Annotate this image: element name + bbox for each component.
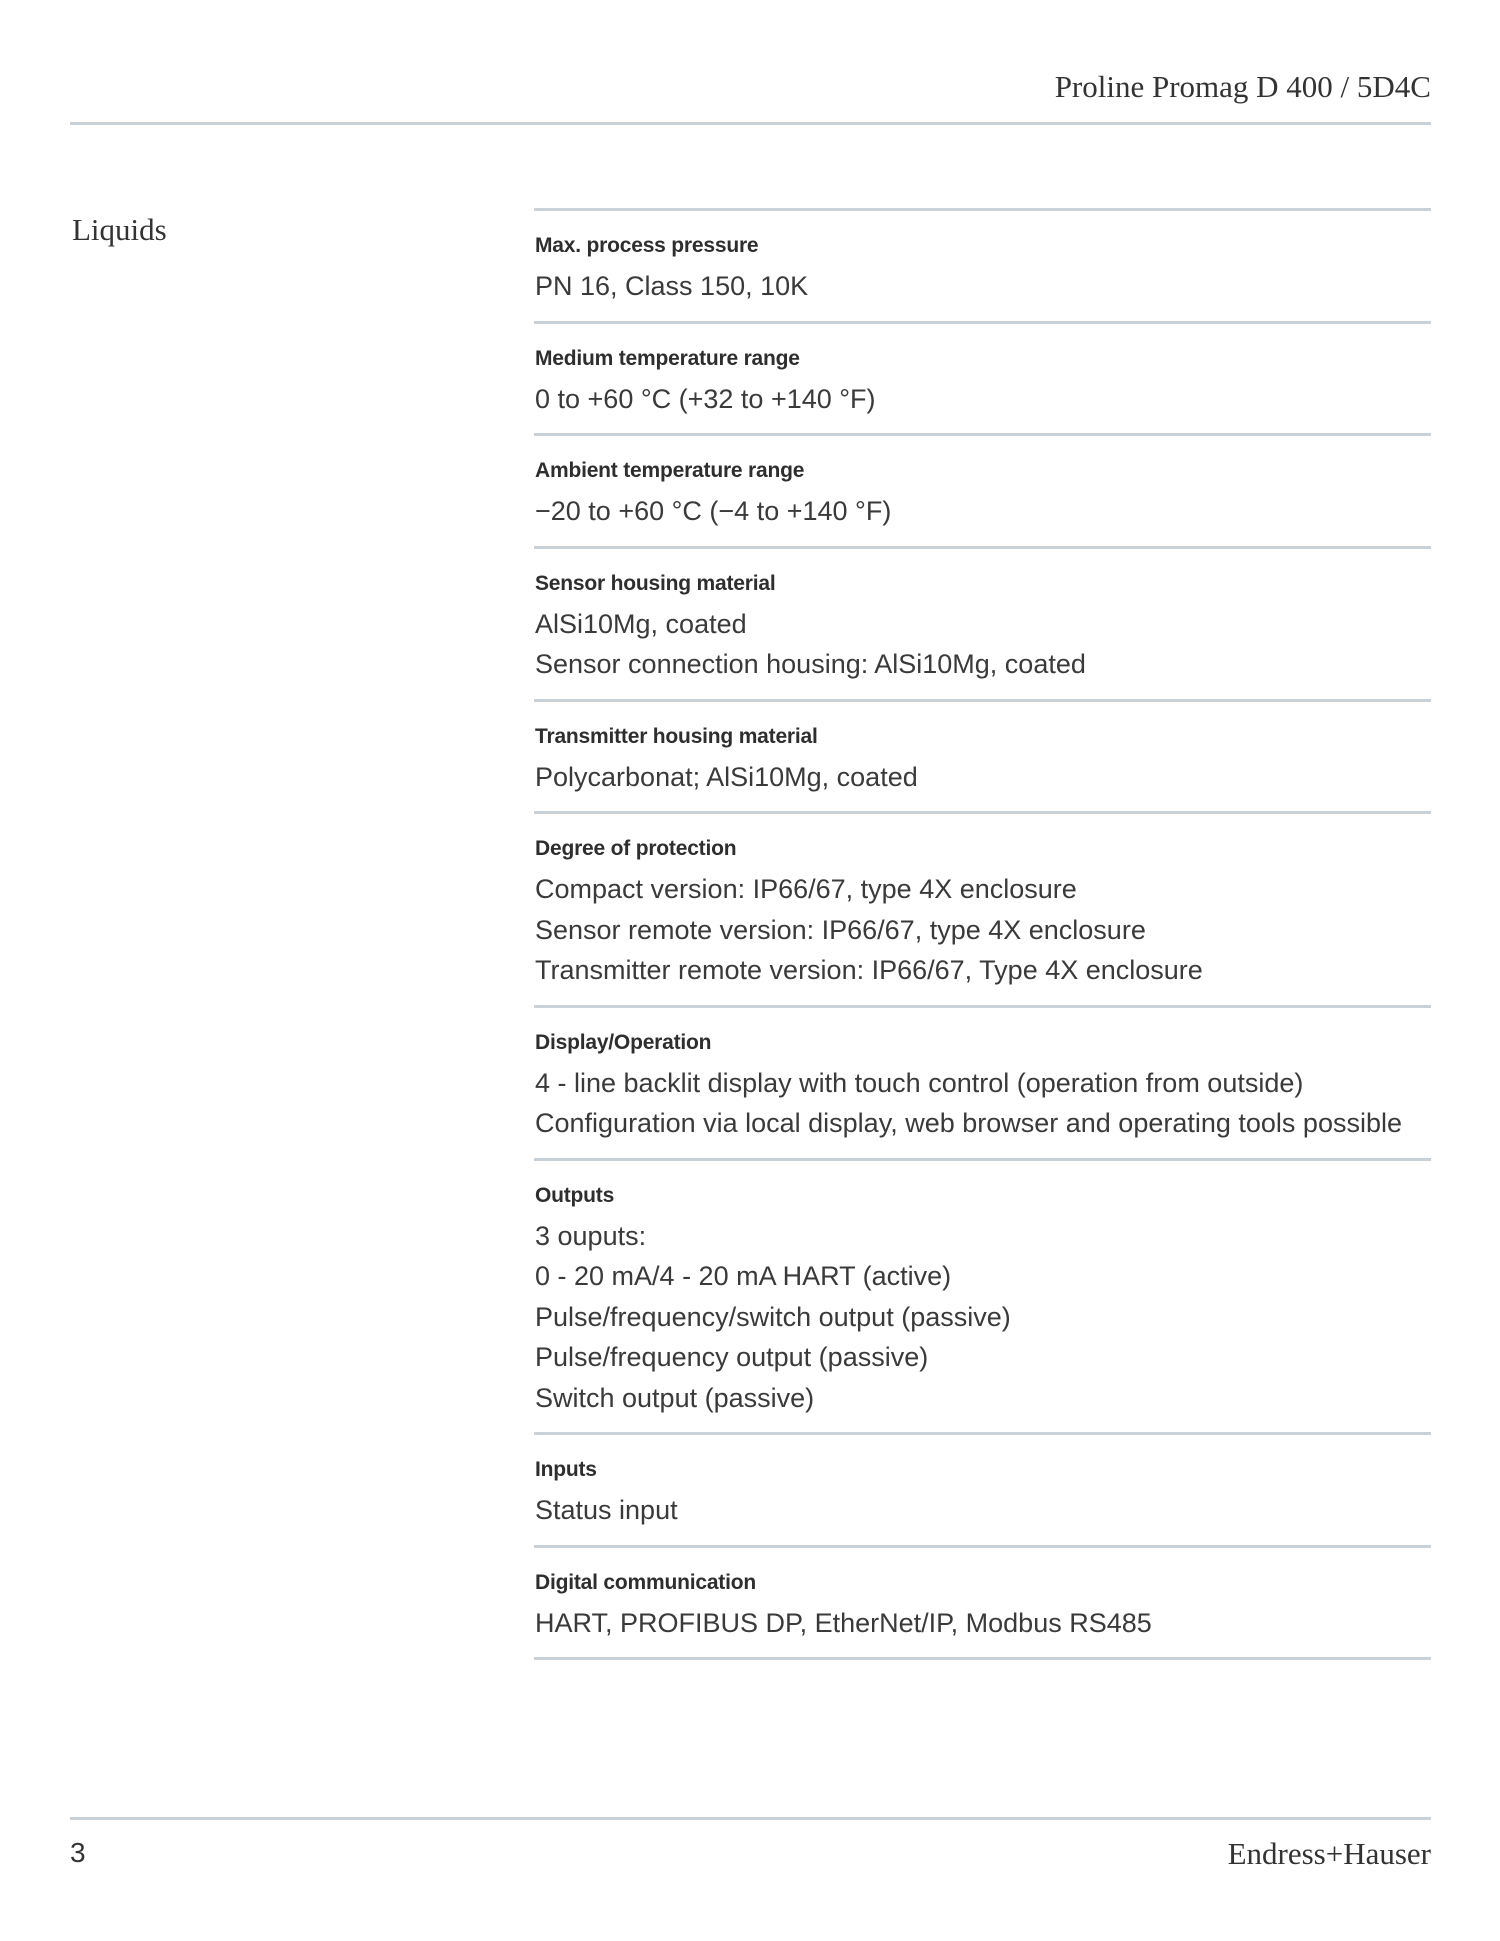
spec-label: Degree of protection xyxy=(535,837,737,860)
spec-label: Outputs xyxy=(535,1183,615,1207)
spec-value: Polycarbonat; AlSi10Mg, coated xyxy=(535,761,918,792)
spec-row xyxy=(534,546,1431,699)
spec-label: Digital communication xyxy=(535,1570,756,1594)
spec-value: Transmitter remote version: IP66/67, Type 4X enclosure xyxy=(535,955,1203,985)
footer-divider xyxy=(70,1817,1431,1820)
spec-row xyxy=(534,1005,1431,1158)
spec-row xyxy=(534,433,1431,546)
spec-label: Inputs xyxy=(535,1458,597,1481)
header-divider xyxy=(70,122,1431,125)
spec-value: Sensor connection housing: AlSi10Mg, coated xyxy=(535,649,1086,679)
spec-table xyxy=(534,208,1431,1660)
spec-label: Medium temperature range xyxy=(535,346,800,370)
spec-value: 3 ouputs: xyxy=(535,1220,647,1251)
spec-row xyxy=(534,811,1431,1005)
spec-label: Ambient temperature range xyxy=(535,459,805,482)
spec-value: Sensor remote version: IP66/67, type 4X enclosure xyxy=(535,914,1146,945)
spec-label: Sensor housing material xyxy=(535,571,776,595)
spec-row xyxy=(534,1158,1431,1433)
document-header-title: Proline Promag D 400 / 5D4C xyxy=(1054,69,1431,104)
spec-row xyxy=(534,699,1431,812)
brand-name: Endress+Hauser xyxy=(1227,1836,1431,1871)
spec-label: Transmitter housing material xyxy=(535,724,818,748)
spec-value: AlSi10Mg, coated xyxy=(535,608,747,639)
spec-value: Pulse/frequency/switch output (passive) xyxy=(535,1301,1011,1332)
spec-value: Compact version: IP66/67, type 4X enclosure xyxy=(535,874,1077,904)
spec-value: Switch output (passive) xyxy=(535,1382,815,1413)
section-title: Liquids xyxy=(72,212,167,247)
spec-label: Display/Operation xyxy=(535,1030,712,1054)
spec-value: Configuration via local display, web browser and operating tools possible xyxy=(535,1108,1402,1138)
spec-value: −20 to +60 °C (−4 to +140 °F) xyxy=(535,496,892,526)
page-number: 3 xyxy=(70,1837,86,1868)
spec-label: Max. process pressure xyxy=(535,234,759,257)
spec-value: Pulse/frequency output (passive) xyxy=(535,1342,929,1372)
spec-row xyxy=(534,1432,1431,1545)
spec-row xyxy=(534,321,1431,434)
spec-value: 0 - 20 mA/4 - 20 mA HART (active) xyxy=(535,1261,952,1291)
spec-row xyxy=(534,208,1431,321)
spec-value: Status input xyxy=(535,1495,678,1525)
spec-value: PN 16, Class 150, 10K xyxy=(535,271,809,301)
spec-value: 0 to +60 °C (+32 to +140 °F) xyxy=(535,383,876,414)
spec-value: 4 - line backlit display with touch control (operation from outside) xyxy=(535,1067,1304,1098)
spec-row xyxy=(534,1545,1431,1661)
spec-value: HART, PROFIBUS DP, EtherNet/IP, Modbus RS485 xyxy=(535,1607,1152,1638)
